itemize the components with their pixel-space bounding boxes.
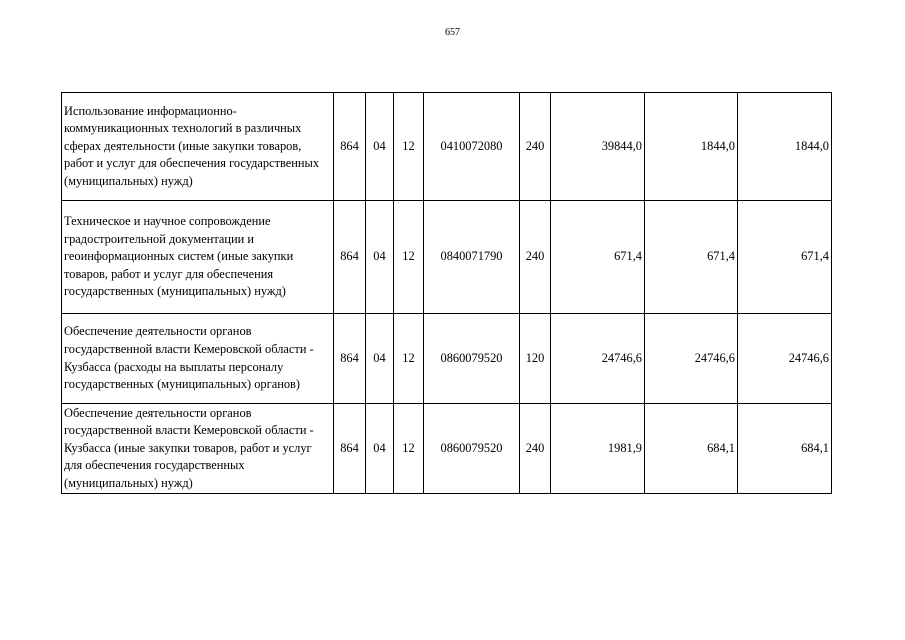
section-code: 04 bbox=[366, 93, 394, 201]
subsection-code: 12 bbox=[394, 404, 424, 494]
row-description: Обеспечение деятельности органов государственной власти Кемеровской области - Кузбасса (иные закупки товаров, работ и услуг для обеспечения государственных (муниципальных) нужд) bbox=[62, 404, 334, 494]
table-row bbox=[62, 404, 832, 494]
section-code: 04 bbox=[366, 404, 394, 494]
target-article-code: 0860079520 bbox=[424, 314, 520, 404]
expense-type-code: 240 bbox=[520, 404, 551, 494]
amount-year-1: 24746,6 bbox=[551, 314, 645, 404]
subsection-code: 12 bbox=[394, 314, 424, 404]
target-article-code: 0860079520 bbox=[424, 404, 520, 494]
section-code: 04 bbox=[366, 314, 394, 404]
ministry-code: 864 bbox=[334, 314, 366, 404]
row-description: Обеспечение деятельности органов государственной власти Кемеровской области - Кузбасса (расходы на выплаты персоналу государственных (муниципальных) органов) bbox=[62, 314, 334, 404]
ministry-code: 864 bbox=[334, 404, 366, 494]
budget-table bbox=[61, 92, 832, 494]
amount-year-2: 1844,0 bbox=[645, 93, 738, 201]
row-description: Использование информационно-коммуникационных технологий в различных сферах деятельности (иные закупки товаров, работ и услуг для обеспечения государственных (муниципальных) нужд) bbox=[62, 93, 334, 201]
ministry-code: 864 bbox=[334, 201, 366, 314]
expense-type-code: 120 bbox=[520, 314, 551, 404]
section-code: 04 bbox=[366, 201, 394, 314]
amount-year-1: 39844,0 bbox=[551, 93, 645, 201]
page-number: 657 bbox=[445, 27, 460, 38]
amount-year-3: 1844,0 bbox=[738, 93, 832, 201]
row-description: Техническое и научное сопровождение градостроительной документации и геоинформационных систем (иные закупки товаров, работ и услуг для обеспечения государственных (муниципальных) нужд) bbox=[62, 201, 334, 314]
amount-year-3: 24746,6 bbox=[738, 314, 832, 404]
table-row bbox=[62, 201, 832, 314]
target-article-code: 0840071790 bbox=[424, 201, 520, 314]
amount-year-3: 684,1 bbox=[738, 404, 832, 494]
amount-year-2: 671,4 bbox=[645, 201, 738, 314]
amount-year-1: 671,4 bbox=[551, 201, 645, 314]
table-row bbox=[62, 93, 832, 201]
amount-year-2: 24746,6 bbox=[645, 314, 738, 404]
expense-type-code: 240 bbox=[520, 201, 551, 314]
subsection-code: 12 bbox=[394, 93, 424, 201]
target-article-code: 0410072080 bbox=[424, 93, 520, 201]
amount-year-3: 671,4 bbox=[738, 201, 832, 314]
amount-year-2: 684,1 bbox=[645, 404, 738, 494]
table-row bbox=[62, 314, 832, 404]
ministry-code: 864 bbox=[334, 93, 366, 201]
subsection-code: 12 bbox=[394, 201, 424, 314]
expense-type-code: 240 bbox=[520, 93, 551, 201]
amount-year-1: 1981,9 bbox=[551, 404, 645, 494]
